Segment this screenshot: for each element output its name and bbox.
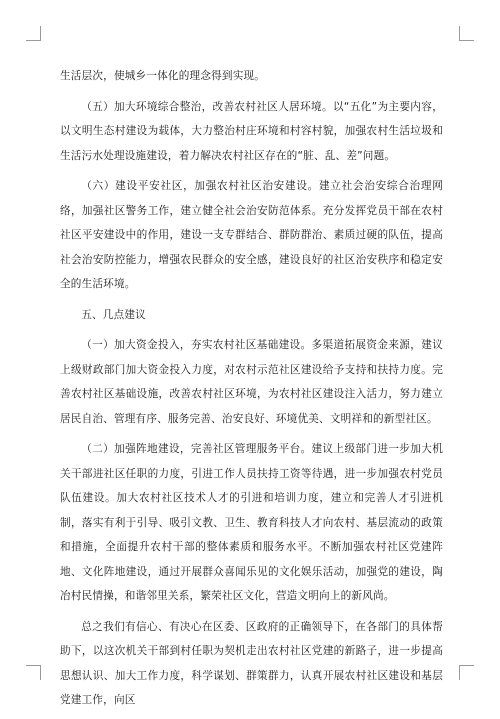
paragraph-conclusion: 总之我们有信心、有决心在区委、区政府的正确领导下，在各部门的具体帮助下，以这次机关干部到村任职为契机走出农村社区党建的新路子，进一步提高思想认识、加大工作力度，科学谋划、群策群力，认真开展农村社区建设和基层党建工作，向区 [60, 620, 443, 706]
crop-mark-bottom-right [459, 665, 474, 680]
paragraph-safe-community: （六）建设平安社区，加强农村社区治安建设。建立社会治安综合治理网络，加强社区警务工作，建立健全社会治安防范体系。充分发挥党员干部在农村社区平安建设中的作用，建设一支专群结合、群防群治、素质过硬的队伍，提高社会治安防控能力，增强农民群众的安全感，建设良好的社区治安秩序和稳定安全的生活环境。 [60, 180, 443, 290]
paragraph-position-building: （二）加强阵地建设，完善社区管理服务平台。建议上级部门进一步加大机关干部进社区任职的力度，引进工作人员扶持工资等待遇，进一步加强农村党员队伍建设。加大农村社区技术人才的引进和培训力度，建立和完善人才引进机制，落实有利于引导、吸引文教、卫生、教育科技人才向农村、基层流动的政策和措施，全面提升农村干部的整体素质和服务水平。不断加强农村社区党建阵地、文化阵地建设，通过开展群众喜闻乐见的文化娱乐活动，加强党的建设，陶冶村民情操，和谐邻里关系，繁荣社区文化，营造文明向上的新风尚。 [60, 443, 443, 602]
crop-mark-top-left [26, 26, 41, 41]
crop-mark-bottom-left [26, 665, 41, 680]
paragraph-continuation: 生活层次，使城乡一体化的理念得到实现。 [60, 70, 266, 82]
paragraph-environment: （五）加大环境综合整治，改善农村社区人居环境。以“五化”为主要内容，以文明生态村建设为载体，大力整治村庄环境和村容村貌，加强农村生活垃圾和生活污水处理设施建设，着力解决农村社区存在的“脏、乱、差”问题。 [60, 100, 443, 162]
paragraph-funding: （一）加大资金投入，夯实农村社区基础建设。多渠道拓展资金来源，建议上级财政部门加大资金投入力度，对农村示范社区建设给予支持和扶持力度。完善农村社区基础设施，改善农村社区环境，为农村社区建设注入活力，努力建立居民自治、管理有序、服务完善、治安良好、环境优美、文明祥和的新型社区。 [60, 339, 443, 425]
document-body [60, 64, 443, 719]
crop-mark-top-right [459, 26, 474, 41]
section-heading-suggestions: 五、几点建议 [81, 308, 146, 321]
